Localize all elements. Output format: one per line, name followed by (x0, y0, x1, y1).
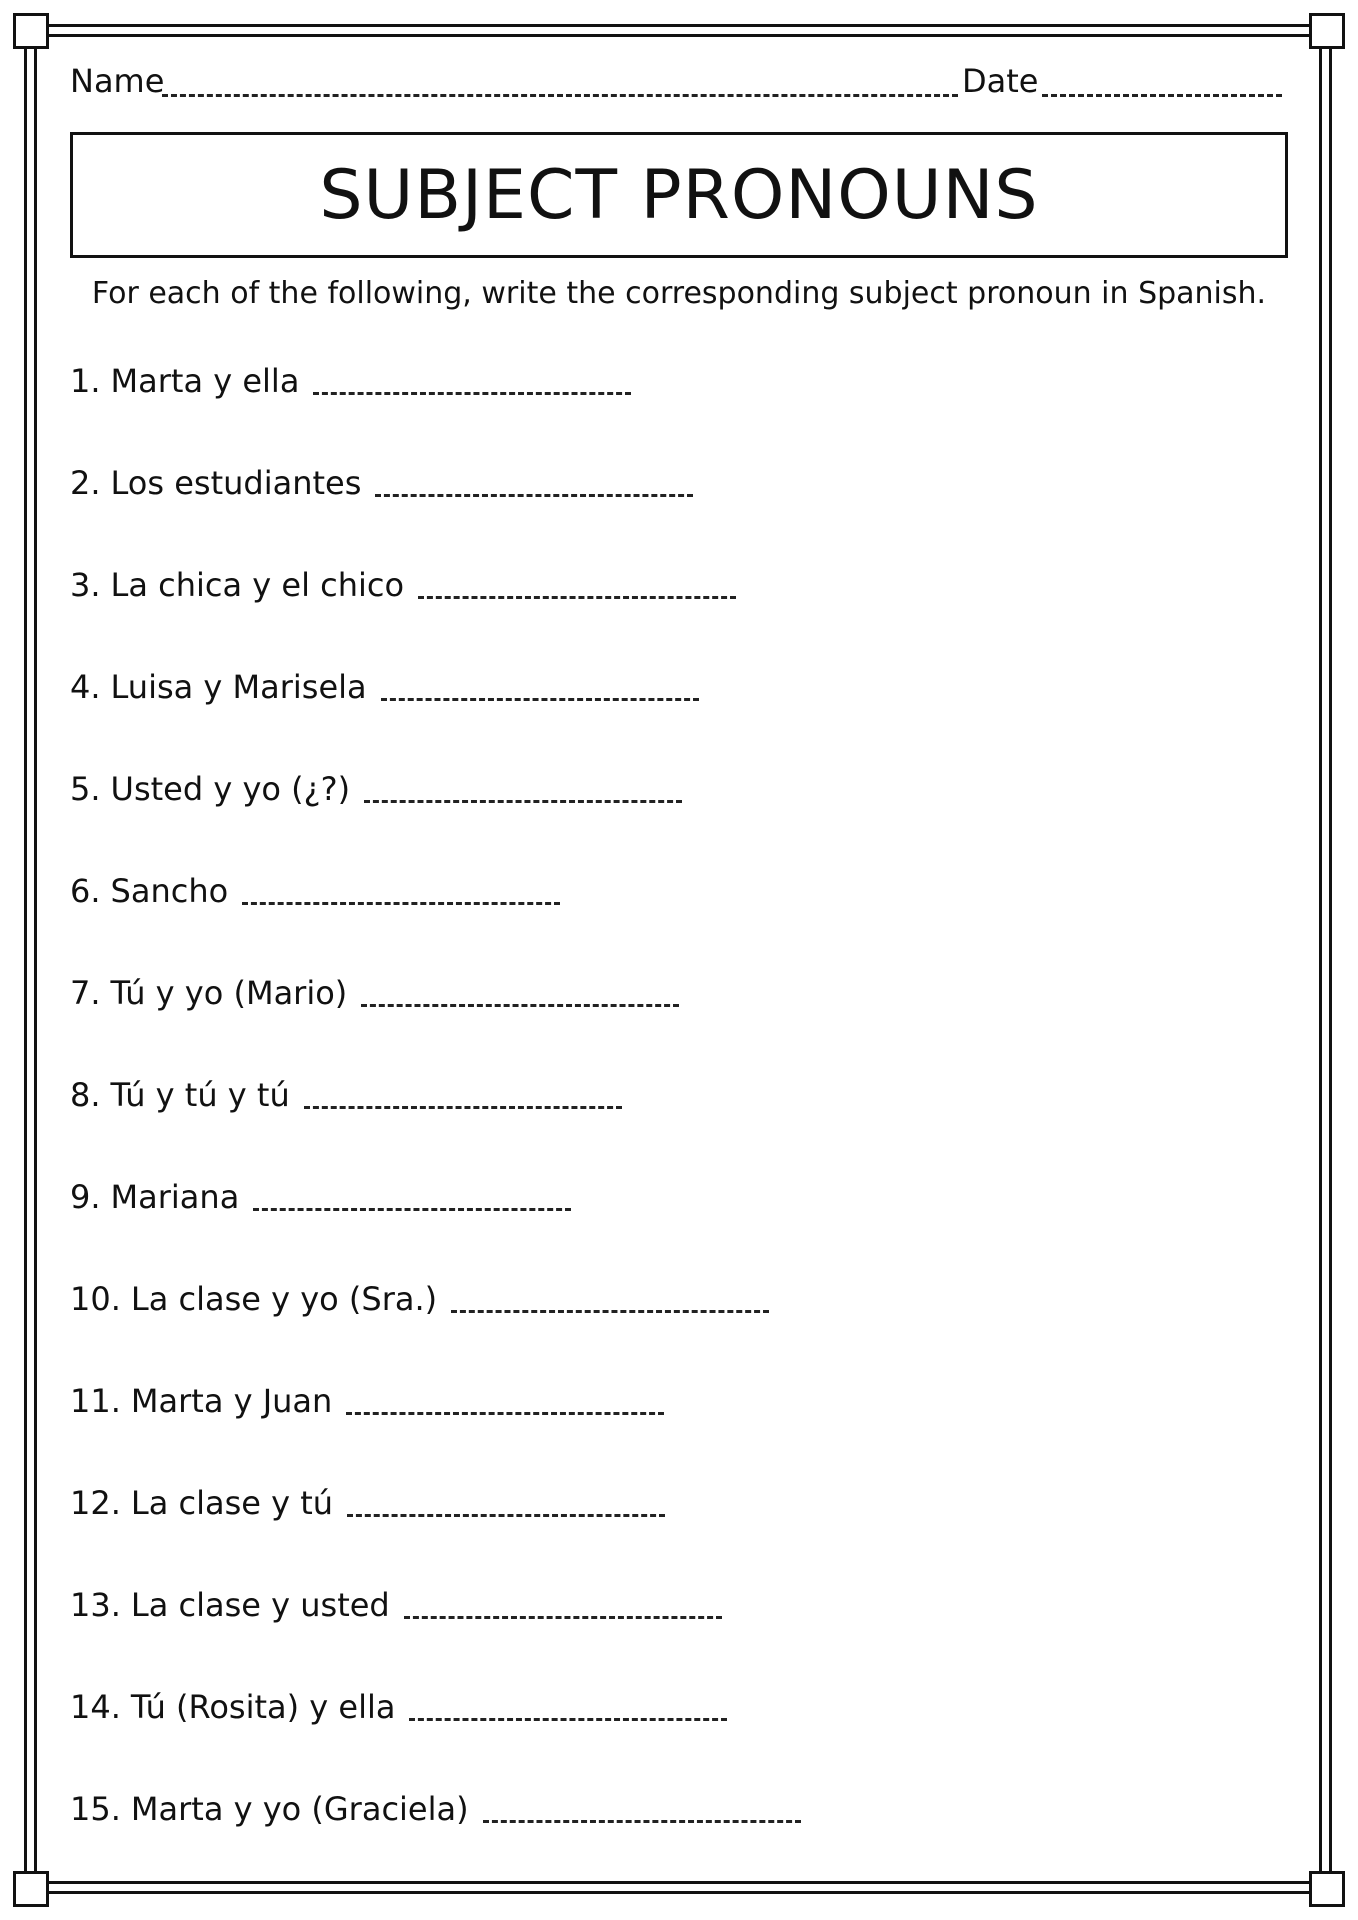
exercise-item (70, 1790, 1270, 1892)
item-text: Marta y yo (Graciela) (130, 1790, 469, 1828)
item-number: 6. (70, 872, 101, 910)
exercise-item (70, 1280, 1270, 1382)
date-blank[interactable] (1042, 62, 1282, 97)
page-title: SUBJECT PRONOUNS (319, 155, 1039, 235)
exercise-item (70, 974, 1270, 1076)
answer-blank[interactable] (361, 974, 679, 1007)
item-number: 13. (70, 1586, 121, 1624)
item-number: 14. (70, 1688, 121, 1726)
date-label: Date (962, 62, 1039, 100)
item-text: Tú y yo (Mario) (110, 974, 348, 1012)
item-text: La chica y el chico (110, 566, 405, 604)
name-label: Name (70, 62, 165, 100)
answer-blank[interactable] (418, 566, 736, 599)
exercise-item (70, 362, 1270, 464)
name-blank[interactable] (162, 62, 958, 97)
item-number: 10. (70, 1280, 121, 1318)
answer-blank[interactable] (347, 1484, 665, 1517)
exercise-item (70, 872, 1270, 974)
corner-square-top-right (1309, 13, 1345, 49)
item-text: Usted y yo (¿?) (110, 770, 351, 808)
item-text: Sancho (110, 872, 229, 910)
item-text: Marta y ella (110, 362, 300, 400)
item-number: 15. (70, 1790, 121, 1828)
answer-blank[interactable] (483, 1790, 801, 1823)
item-number: 12. (70, 1484, 121, 1522)
answer-blank[interactable] (381, 668, 699, 701)
answer-blank[interactable] (409, 1688, 727, 1721)
item-number: 9. (70, 1178, 101, 1216)
corner-square-bottom-right (1309, 1871, 1345, 1907)
item-text: Luisa y Marisela (110, 668, 367, 706)
exercise-item (70, 1382, 1270, 1484)
item-number: 8. (70, 1076, 101, 1114)
name-date-line (70, 62, 1288, 112)
exercise-item (70, 1076, 1270, 1178)
item-number: 4. (70, 668, 101, 706)
item-number: 11. (70, 1382, 121, 1420)
item-text: Tú (Rosita) y ella (130, 1688, 396, 1726)
exercise-item (70, 1484, 1270, 1586)
item-text: La clase y yo (Sra.) (130, 1280, 438, 1318)
corner-square-top-left (13, 13, 49, 49)
item-number: 2. (70, 464, 101, 502)
exercise-item (70, 668, 1270, 770)
item-number: 3. (70, 566, 101, 604)
exercise-item (70, 464, 1270, 566)
answer-blank[interactable] (375, 464, 693, 497)
exercise-list (70, 362, 1270, 1892)
item-text: Los estudiantes (110, 464, 362, 502)
item-number: 5. (70, 770, 101, 808)
answer-blank[interactable] (346, 1382, 664, 1415)
item-text: Marta y Juan (130, 1382, 333, 1420)
item-text: Mariana (110, 1178, 240, 1216)
answer-blank[interactable] (304, 1076, 622, 1109)
exercise-item (70, 1586, 1270, 1688)
exercise-item (70, 1178, 1270, 1280)
answer-blank[interactable] (253, 1178, 571, 1211)
item-text: La clase y tú (130, 1484, 334, 1522)
exercise-item (70, 566, 1270, 668)
exercise-item (70, 1688, 1270, 1790)
corner-square-bottom-left (13, 1871, 49, 1907)
item-number: 1. (70, 362, 101, 400)
instructions: For each of the following, write the corresponding subject pronoun in Spanish. (91, 276, 1267, 311)
title-box (70, 132, 1288, 258)
answer-blank[interactable] (364, 770, 682, 803)
item-text: La clase y usted (130, 1586, 390, 1624)
item-number: 7. (70, 974, 101, 1012)
exercise-item (70, 770, 1270, 872)
answer-blank[interactable] (313, 362, 631, 395)
item-text: Tú y tú y tú (110, 1076, 290, 1114)
answer-blank[interactable] (451, 1280, 769, 1313)
answer-blank[interactable] (242, 872, 560, 905)
answer-blank[interactable] (404, 1586, 722, 1619)
